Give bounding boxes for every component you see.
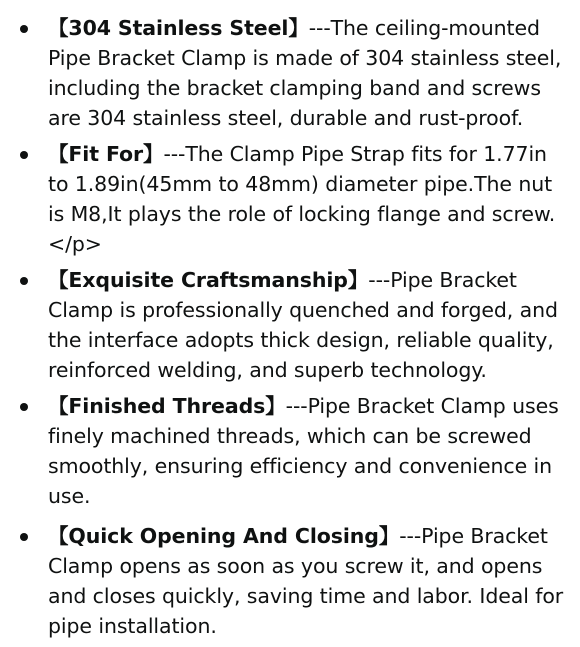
bullet-dot-icon bbox=[20, 403, 28, 411]
bullet-body: ---Pipe Bracket Clamp uses finely machined threads, which can be screwed smoothly, ensuring efficiency and convenience in use. bbox=[48, 394, 559, 508]
bullet-title: 【Exquisite Craftsmanship】 bbox=[48, 268, 369, 292]
bullet-item-exquisite-craftsmanship bbox=[0, 265, 580, 385]
bullet-item-stainless-steel bbox=[0, 13, 580, 133]
bullet-item-quick-opening bbox=[0, 521, 580, 641]
bullet-title: 【Quick Opening And Closing】 bbox=[48, 524, 400, 548]
bullet-item-finished-threads bbox=[0, 391, 580, 511]
bullet-dot-icon bbox=[20, 277, 28, 285]
bullet-body: ---The Clamp Pipe Strap fits for 1.77in to 1.89in(45mm to 48mm) diameter pipe.The nut is M8,It plays the role of locking flange and screw.</p> bbox=[48, 142, 556, 256]
bullet-title: 【304 Stainless Steel】 bbox=[48, 16, 309, 40]
bullet-dot-icon bbox=[20, 533, 28, 541]
bullet-body: ---Pipe Bracket Clamp is professionally quenched and forged, and the interface adopts thick design, reliable quality, reinforced welding, and superb technology. bbox=[48, 268, 558, 382]
bullet-title: 【Finished Threads】 bbox=[48, 394, 286, 418]
bullet-dot-icon bbox=[20, 25, 28, 33]
bullet-item-fit-for bbox=[0, 139, 580, 259]
bullet-body: ---The ceiling-mounted Pipe Bracket Clamp is made of 304 stainless steel, including the bracket clamping band and screws are 304 stainless steel, durable and rust-proof. bbox=[48, 16, 562, 130]
feature-bullet-list bbox=[0, 13, 580, 647]
bullet-body: ---Pipe Bracket Clamp opens as soon as you screw it, and opens and closes quickly, saving time and labor. Ideal for pipe installation. bbox=[48, 524, 564, 638]
bullet-title: 【Fit For】 bbox=[48, 142, 164, 166]
bullet-dot-icon bbox=[20, 151, 28, 159]
